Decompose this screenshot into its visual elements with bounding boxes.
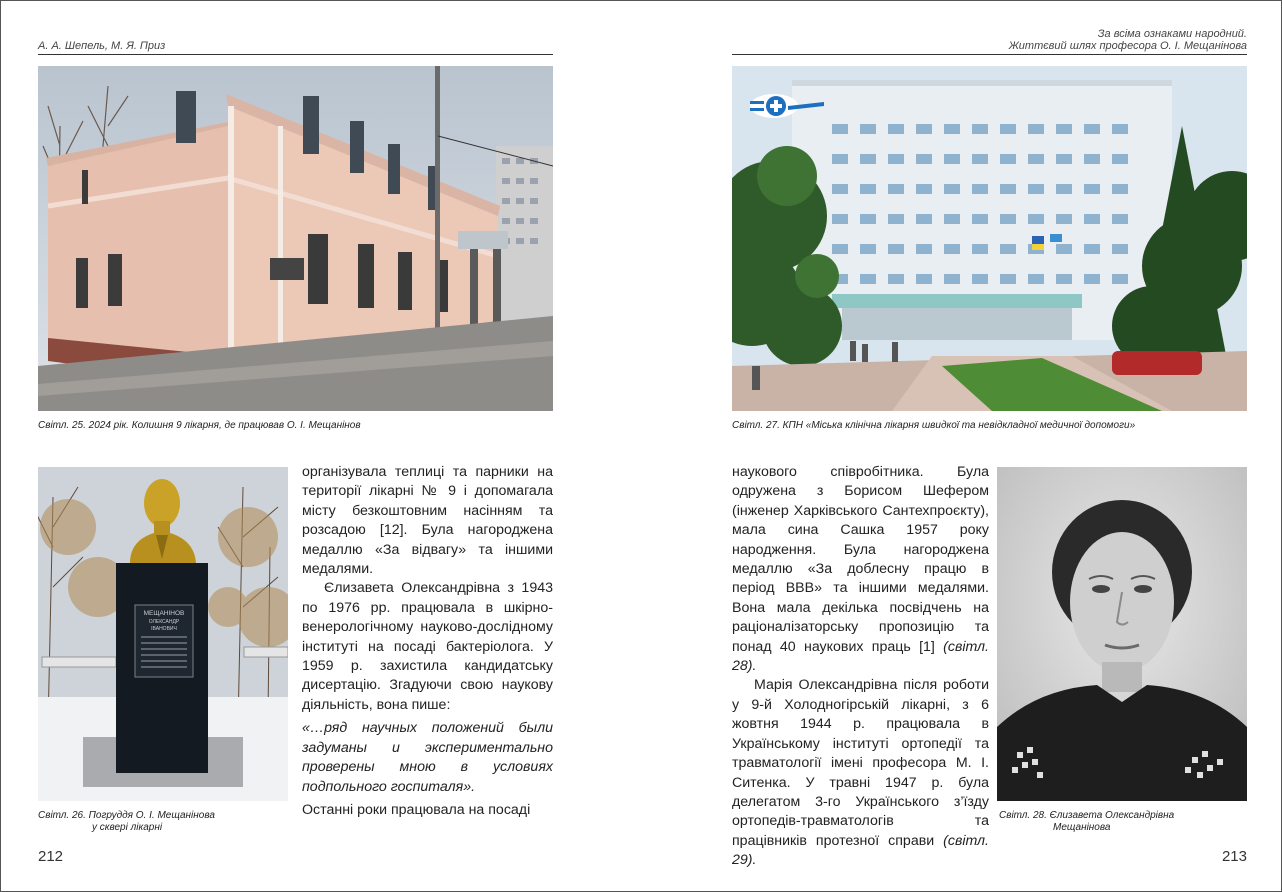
caption-photo-28-line2: Мещанінова: [1053, 822, 1111, 833]
paragraph: Єлизавета Олександрівна з 1943 по 1976 рр. працювала в шкірно-венерологічному науково-дослідному інституті на посаді бактеріолога. У 1959 р. захистила кандидатську дисертацію. Згадуючи свою наукову діяльність, вона пише:: [302, 580, 553, 713]
plaque-name-line3: ІВАНОВИЧ: [151, 626, 177, 632]
plaque-name-line1: МЕЩАНІНОВ: [143, 610, 185, 617]
page-number-left: 212: [38, 848, 64, 865]
header-rule-left: [38, 54, 553, 55]
header-rule-right: [732, 54, 1247, 55]
caption-photo-26-line1: Світл. 26. Погруддя О. І. Мещанінова: [38, 810, 215, 821]
figure-ref: (світл. 28).: [732, 638, 989, 675]
photo-portrait-yelyzaveta: [997, 467, 1247, 801]
photo-old-hospital-building: [38, 66, 553, 411]
caption-photo-25: Світл. 25. 2024 рік. Колишня 9 лікарня, де працював О. І. Мещанінов: [38, 420, 361, 431]
photo-bust-monument: [38, 467, 288, 801]
paragraph: організувала теплиці та парники на території лікарні № 9 і допомагала місту безкоштовним насінням та розсадою [12]. Була нагороджена медаллю «За відвагу» та іншими медалями.: [302, 464, 553, 578]
quote-text: «…ряд научных положений были задуманы и экспериментально проверены мною в условиях подпольного госпиталя».: [302, 720, 553, 795]
page-number-right: 213: [1221, 848, 1247, 865]
running-head-left: А. А. Шепель, М. Я. Приз: [38, 40, 166, 52]
paragraph-text: Марія Олександрівна після роботи у 9-й Холодногірській лікарні, з 6 жовтня 1944 р. працювала в Українському інституті ортопедії та травматології імені професора М. І. Ситенка. У травні 1947 р. була делегатом 3-го Українського з’їзду ортопедів-травматологів та працівників протезної справи: [732, 677, 989, 849]
paragraph: Останні роки працювала на посаді: [302, 801, 531, 818]
running-head-right-line2: Життєвий шлях професора О. І. Мещанінова: [1008, 40, 1247, 52]
caption-photo-26-line2: у сквері лікарні: [92, 822, 163, 833]
running-head-right-line1: За всіма ознаками народний.: [1097, 28, 1247, 40]
paragraph: [732, 463, 989, 676]
caption-photo-28-line1: Світл. 28. Єлизавета Олександрівна: [999, 810, 1175, 821]
caption-photo-27: Світл. 27. КПН «Міська клінічна лікарня швидкої та невідкладної медичної допомоги»: [732, 420, 1136, 431]
right-page: [641, 0, 1282, 892]
paragraph: [732, 676, 989, 870]
quote-paragraph: [302, 719, 553, 797]
plaque-name-line2: ОЛЕКСАНДР: [148, 619, 180, 625]
figure-ref: (світл. 29).: [732, 832, 989, 869]
paragraph-text: наукового співробітника. Була одружена з Борисом Шефером (інженер Харківського Сантехпроєкту), мала сина Сашка 1957 року народження. Була нагороджена медаллю «За доблесну працю в період ВВВ» та іншими медалями. Вона мала декілька посвідчень на раціоналізаторську пропозицію та понад 40 наукових праць [1]: [732, 464, 989, 655]
body-text-left: [302, 463, 553, 820]
photo-emergency-hospital: [732, 66, 1247, 411]
body-text-right: [732, 463, 989, 871]
